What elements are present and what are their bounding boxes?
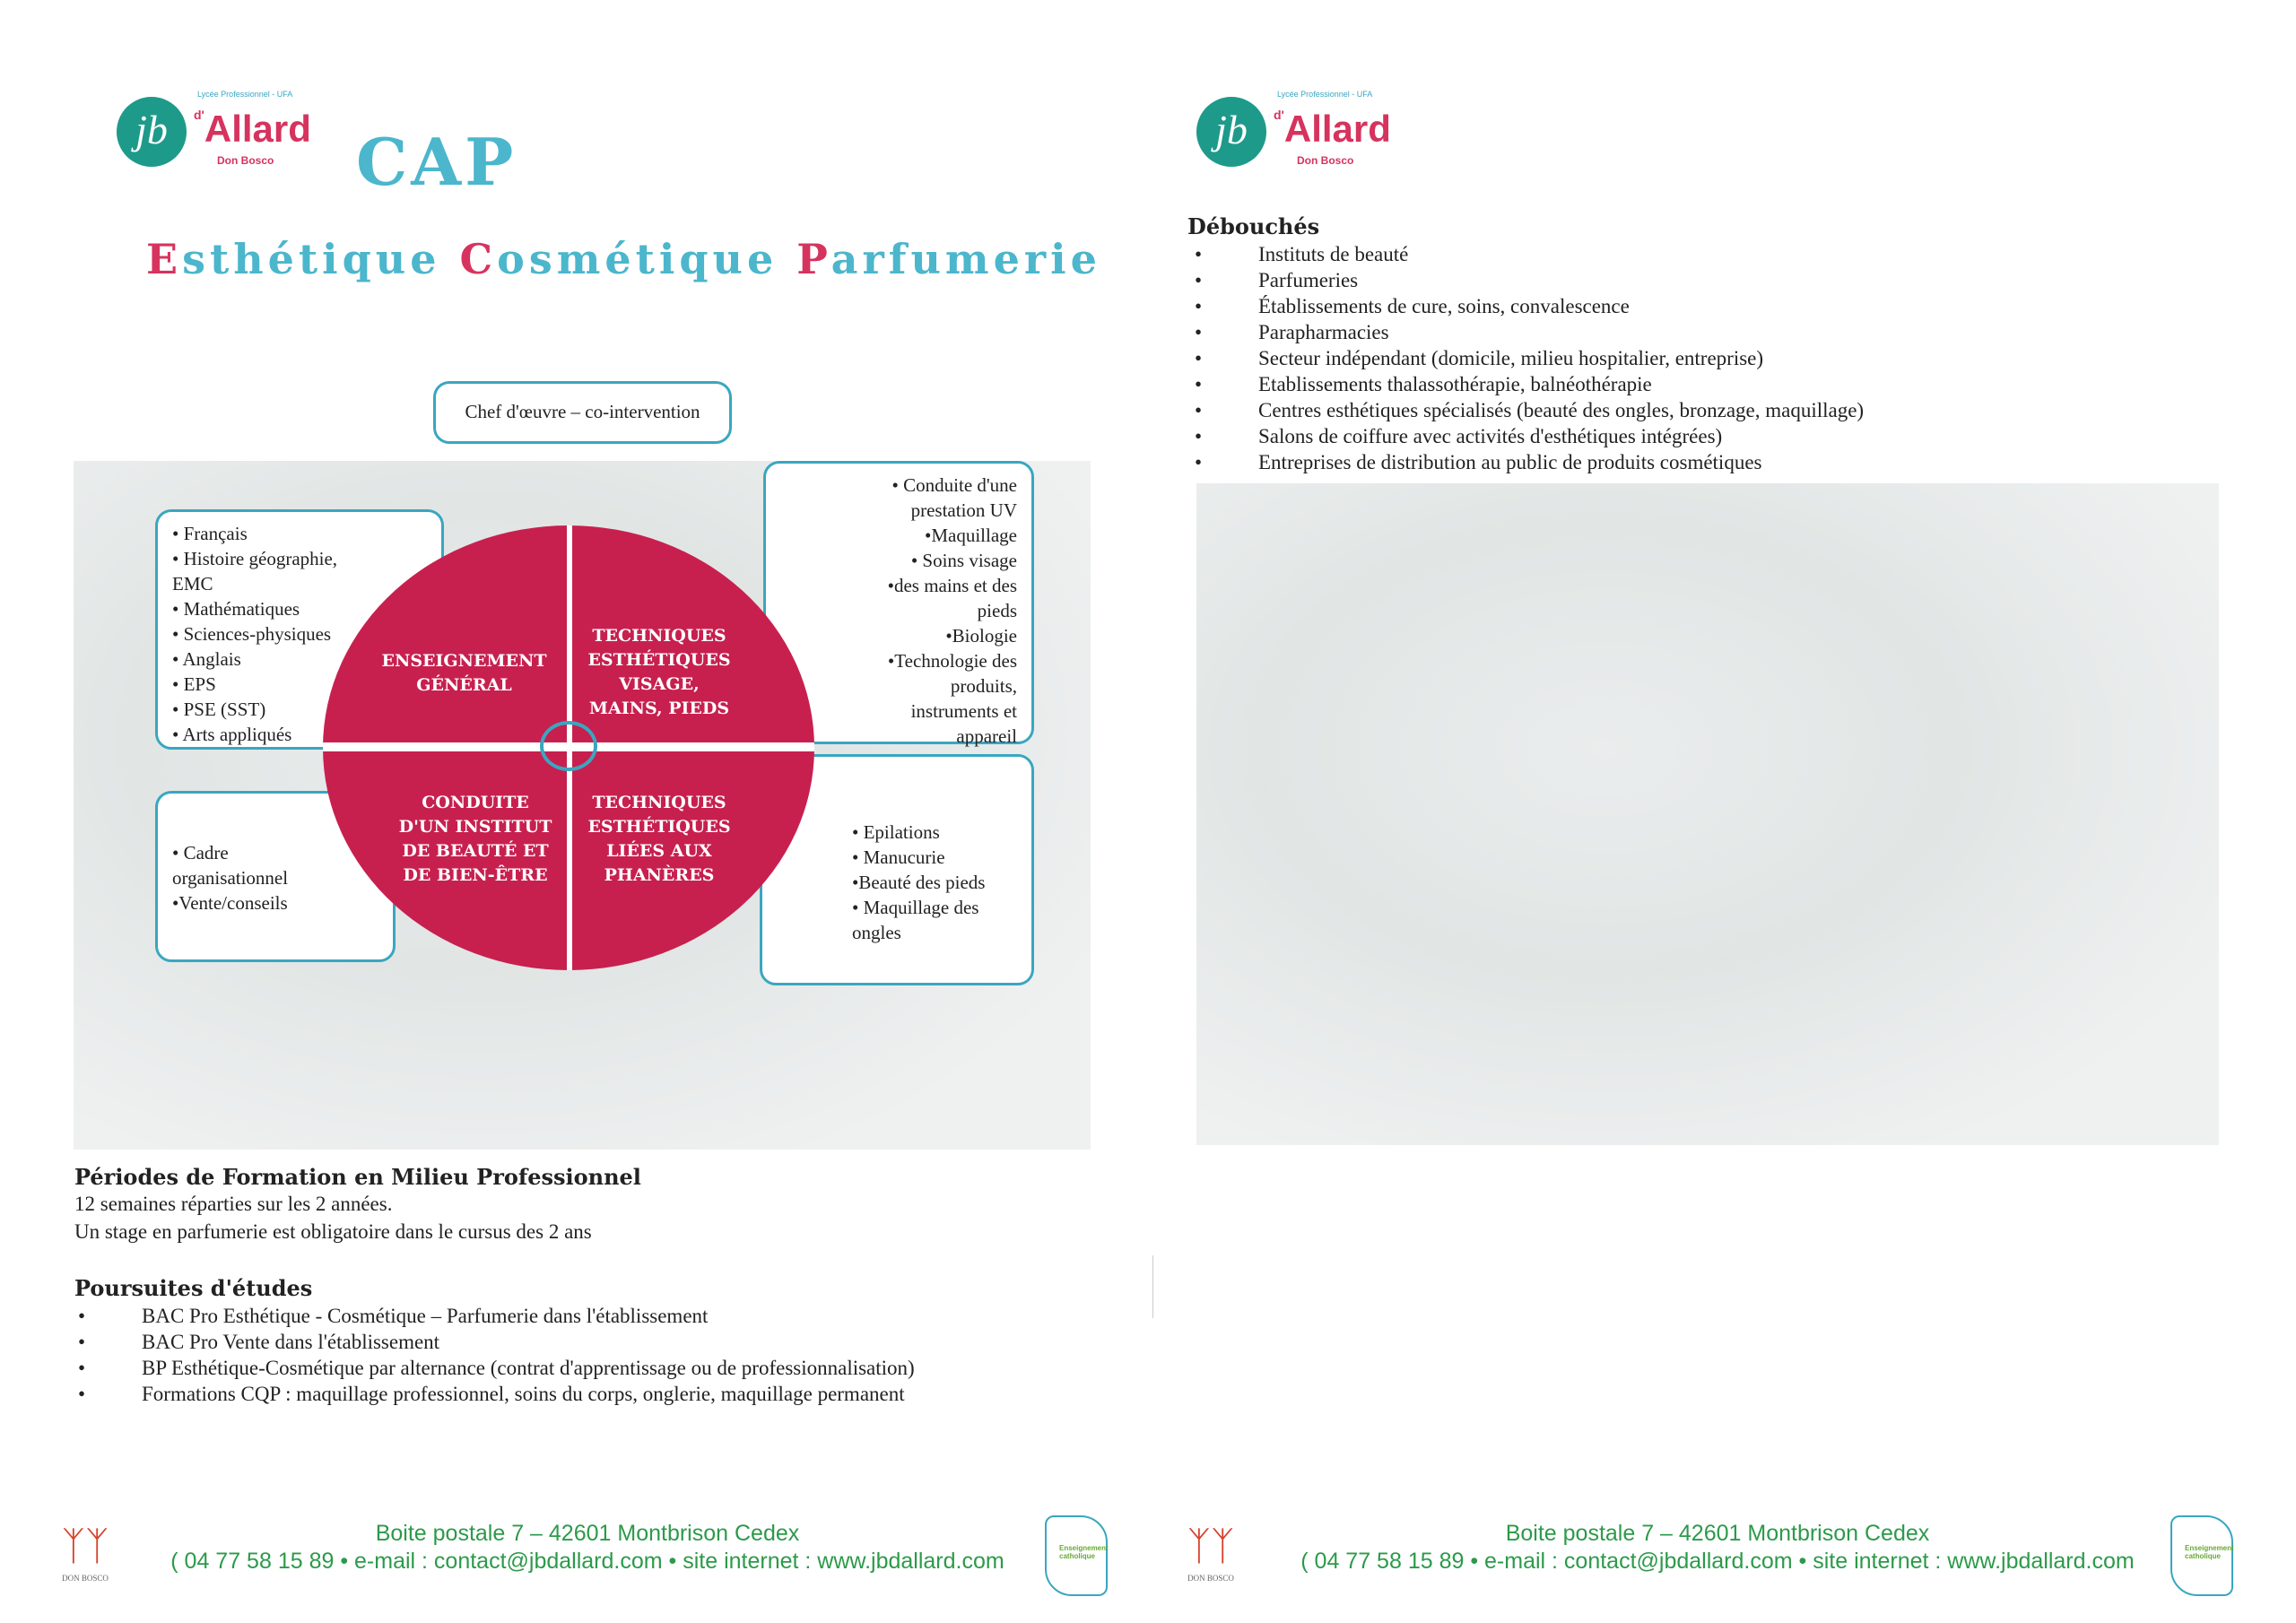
page-fold [1152,1255,1153,1318]
debouche-item: • Parapharmacies [1191,319,2219,345]
debouche-item: • Salons de coiffure avec activités d'esthétiques intégrées) [1191,423,2219,449]
quadrant-techniques-visage: TECHNIQUES ESTHÉTIQUES VISAGE, MAINS, PIEDS [587,626,731,718]
pfmp-section [74,1164,1106,1245]
chef-oeuvre-box: Chef d'œuvre – co-intervention [433,381,732,444]
pfmp-text: 12 semaines réparties sur les 2 années. [74,1193,393,1215]
school-logo [117,90,323,175]
debouche-item: • Centres esthétiques spécialisés (beauté des ongles, bronzage, maquillage) [1191,397,2219,423]
subject-item: •Maquillage [925,525,1017,546]
subject-item: • Conduite d'une prestation UV [891,474,1017,521]
debouches-title: Débouchés [1187,213,1320,239]
subject-item: •Beauté des pieds [852,872,986,893]
debouche-item: • Instituts de beauté [1191,241,2219,267]
poursuites-section [74,1275,1106,1407]
poursuite-item: • BAC Pro Vente dans l'établissement [74,1329,1106,1355]
enseignement-catholique-logo: Enseignement catholique [2170,1515,2233,1596]
subject-item: • EPS [172,673,216,695]
don-bosco-logo: ᛉᛉ DON BOSCO [61,1524,109,1583]
subject-item: • Arts appliqués [172,724,292,745]
subject-item: • PSE (SST) [172,699,266,720]
subject-item: • Sciences-physiques [172,623,332,645]
debouche-item: • Parfumeries [1191,267,2219,293]
debouche-item: • Établissements de cure, soins, convalescence [1191,293,2219,319]
poursuite-item: • BAC Pro Esthétique - Cosmétique – Parfumerie dans l'établissement [74,1303,1106,1329]
subject-item: • Histoire géographie, EMC [172,548,338,595]
subject-item: • Maquillage des ongles [852,897,979,943]
pfmp-title: Périodes de Formation en Milieu Professionnel [74,1164,641,1190]
footer-contact: Boite postale 7 – 42601 Montbrison Cedex ( 04 77 58 15 89 • e-mail : contact@jbdallard.com • site internet : www.jbdallard.com [1300,1521,2135,1574]
quadrant-diagram [323,525,814,970]
subtitle: Esthétique Cosmétique Parfumerie [146,235,1101,283]
background-photo [1196,483,2219,1145]
enseignement-catholique-logo: Enseignement catholique [1045,1515,1108,1596]
jb-logo-mark: jb [117,97,187,167]
debouche-item: • Entreprises de distribution au public de produits cosmétiques [1191,449,2219,475]
poursuites-title: Poursuites d'études [74,1275,313,1301]
subject-item: • Cadre organisationnel [172,842,289,889]
subject-item: •des mains et des pieds [887,575,1017,621]
quadrant-conduite-institut: CONDUITE D'UN INSTITUT DE BEAUTÉ ET DE BIEN-ÊTRE [398,793,552,885]
debouche-item: • Etablissements thalassothérapie, balnéothérapie [1191,371,2219,397]
footer-contact: Boite postale 7 – 42601 Montbrison Cedex ( 04 77 58 15 89 • e-mail : contact@jbdallard.com • site internet : www.jbdallard.com [170,1521,1004,1574]
debouche-item: • Secteur indépendant (domicile, milieu hospitalier, entreprise) [1191,345,2219,371]
logo-name: $^{d'}$Allard [194,108,311,150]
cap-title: CAP [356,124,517,200]
debouches-section [1187,213,2219,475]
subject-item: • Français [172,523,248,544]
poursuite-item: • BP Esthétique-Cosmétique par alternance (contrat d'apprentissage ou de professionnalisation) [74,1355,1106,1381]
quadrant-phaneres: TECHNIQUES ESTHÉTIQUES LIÉES AUX PHANÈRES [587,793,731,885]
subject-item: • Soins visage [910,550,1017,571]
subject-item: •Vente/conseils [172,892,288,914]
logo-sub: Don Bosco [1297,154,1354,167]
subject-item: •Technologie des produits, instruments et appareil [887,650,1017,747]
logo-sub: Don Bosco [217,154,274,167]
poursuite-item: • Formations CQP : maquillage professionnel, soins du corps, onglerie, maquillage permanent [74,1381,1106,1407]
jb-logo-mark: jb [1196,97,1266,167]
quadrant-enseignement-general: ENSEIGNEMENT GÉNÉRAL [381,651,547,695]
logo-name: $^{d'}$Allard [1274,108,1391,150]
school-logo [1196,90,1403,175]
logo-tagline: Lycée Professionnel - UFA [1277,90,1373,99]
don-bosco-logo: ᛉᛉ DON BOSCO [1187,1524,1235,1583]
subject-item: • Anglais [172,648,241,670]
subject-item: • Manucurie [852,846,945,868]
subject-item: •Biologie [945,625,1017,647]
logo-tagline: Lycée Professionnel - UFA [197,90,293,99]
subject-item: • Mathématiques [172,598,300,620]
subject-item: • Epilations [852,821,940,843]
cycle-arrows-icon [540,721,597,771]
pfmp-text: Un stage en parfumerie est obligatoire dans le cursus des 2 ans [74,1220,592,1243]
